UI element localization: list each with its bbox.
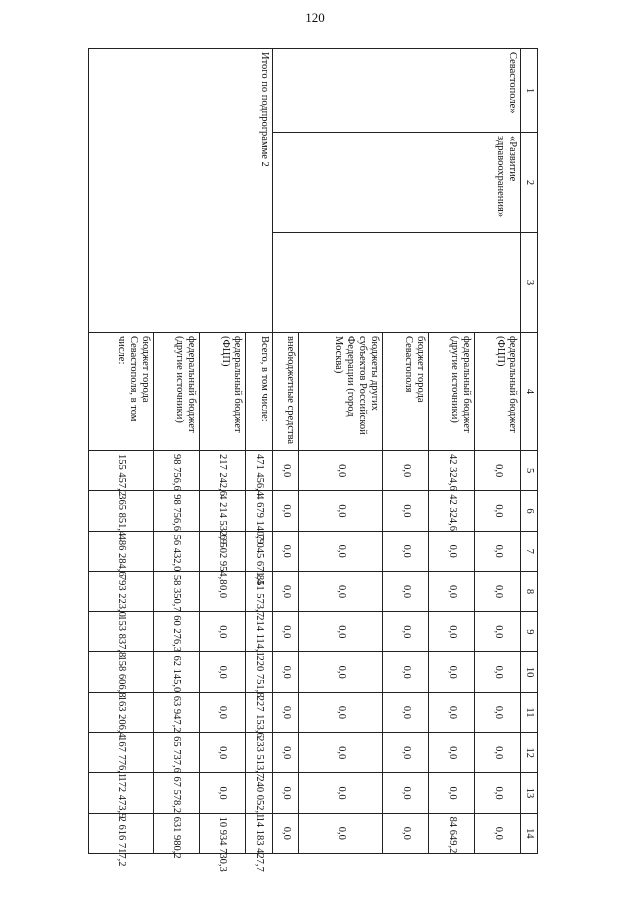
value-cell: 98 756,6 xyxy=(153,451,199,491)
subprogram-name-cell: «Развитие здравоохранения» xyxy=(272,133,520,233)
column-number: 3 xyxy=(520,233,537,333)
value-cell: 0,0 xyxy=(199,733,245,773)
value-cell: 0,0 xyxy=(272,531,299,571)
value-cell: 0,0 xyxy=(429,733,475,773)
value-cell: 63 947,2 xyxy=(153,692,199,732)
value-cell: 227 153,6 xyxy=(245,692,272,732)
value-cell: 0,0 xyxy=(299,692,383,732)
value-cell: 153 837,8 xyxy=(89,612,154,652)
value-cell: 0,0 xyxy=(272,733,299,773)
rotation-wrapper xyxy=(88,48,538,872)
column-number: 13 xyxy=(520,773,537,813)
value-cell: 0,0 xyxy=(475,692,521,732)
column-number: 7 xyxy=(520,531,537,571)
column-number: 14 xyxy=(520,813,537,853)
value-cell: 220 751,8 xyxy=(245,652,272,692)
value-cell: 240 052,1 xyxy=(245,773,272,813)
column-number: 10 xyxy=(520,652,537,692)
column-number: 11 xyxy=(520,692,537,732)
funding-source-cell: Всего, в том числе: xyxy=(245,333,272,451)
value-cell: 167 776,1 xyxy=(89,733,154,773)
value-cell: 56 432,0 xyxy=(153,531,199,571)
value-cell: 14 183 427,7 xyxy=(245,813,272,853)
value-cell: 0,0 xyxy=(383,773,429,813)
value-cell: 217 242,6 xyxy=(199,451,245,491)
value-cell: 0,0 xyxy=(475,612,521,652)
value-cell: 0,0 xyxy=(475,491,521,531)
table-row xyxy=(245,49,272,854)
value-cell: 0,0 xyxy=(299,733,383,773)
program-cell: Севастополе» xyxy=(272,49,520,133)
value-cell: 0,0 xyxy=(475,451,521,491)
funding-source-cell: бюджеты других субъектов Российской Федерации (город Москва) xyxy=(299,333,383,451)
value-cell: 0,0 xyxy=(475,652,521,692)
value-cell: 471 456,4 xyxy=(245,451,272,491)
value-cell: 163 206,4 xyxy=(89,692,154,732)
value-cell: 0,0 xyxy=(199,692,245,732)
funding-source-cell: внебюджетные средства xyxy=(272,333,299,451)
value-cell: 0,0 xyxy=(199,612,245,652)
value-cell: 365 851,4 xyxy=(89,491,154,531)
executor-cell xyxy=(272,233,520,333)
value-cell: 631 980,2 xyxy=(153,813,199,853)
column-number: 8 xyxy=(520,571,537,611)
budget-table xyxy=(88,48,538,872)
value-cell: 0,0 xyxy=(199,773,245,813)
value-cell: 214 114,1 xyxy=(245,612,272,652)
value-cell: 0,0 xyxy=(299,813,383,853)
value-cell: 4 679 140,9 xyxy=(245,491,272,531)
column-number: 12 xyxy=(520,733,537,773)
column-number: 6 xyxy=(520,491,537,531)
value-cell: 2 616 717,2 xyxy=(89,813,154,853)
value-cell: 172 473,9 xyxy=(89,773,154,813)
value-cell: 0,0 xyxy=(199,571,245,611)
rotated-table-sheet xyxy=(88,48,538,872)
value-cell: 58 350,7 xyxy=(153,571,199,611)
value-cell: 0,0 xyxy=(272,571,299,611)
value-cell: 0,0 xyxy=(383,612,429,652)
value-cell: 0,0 xyxy=(475,531,521,571)
value-cell: 6 502 954,8 xyxy=(199,531,245,571)
value-cell: 0,0 xyxy=(475,773,521,813)
value-cell: 793 223,0 xyxy=(89,571,154,611)
column-number: 9 xyxy=(520,612,537,652)
value-cell: 7 045 671,4 xyxy=(245,531,272,571)
value-cell: 0,0 xyxy=(429,531,475,571)
value-cell: 0,0 xyxy=(199,652,245,692)
column-number-row xyxy=(520,49,537,854)
funding-source-cell: федеральный бюджет (другие источники) xyxy=(429,333,475,451)
value-cell: 0,0 xyxy=(299,612,383,652)
funding-source-cell: федеральный бюджет (ФЦП) xyxy=(199,333,245,451)
value-cell: 158 606,8 xyxy=(89,652,154,692)
value-cell: 0,0 xyxy=(383,813,429,853)
value-cell: 42 324,6 xyxy=(429,491,475,531)
value-cell: 0,0 xyxy=(383,531,429,571)
value-cell: 0,0 xyxy=(272,773,299,813)
value-cell: 0,0 xyxy=(383,692,429,732)
value-cell: 0,0 xyxy=(272,652,299,692)
value-cell: 0,0 xyxy=(429,692,475,732)
value-cell: 0,0 xyxy=(475,813,521,853)
value-cell: 233 513,7 xyxy=(245,733,272,773)
value-cell: 0,0 xyxy=(272,491,299,531)
value-cell: 0,0 xyxy=(299,571,383,611)
value-cell: 486 284,6 xyxy=(89,531,154,571)
column-number: 5 xyxy=(520,451,537,491)
value-cell: 98 756,6 xyxy=(153,491,199,531)
funding-source-cell: федеральный бюджет (ФЦП) xyxy=(475,333,521,451)
value-cell: 62 145,0 xyxy=(153,652,199,692)
value-cell: 0,0 xyxy=(299,451,383,491)
value-cell: 0,0 xyxy=(475,733,521,773)
value-cell: 0,0 xyxy=(429,652,475,692)
value-cell: 0,0 xyxy=(383,451,429,491)
value-cell: 0,0 xyxy=(429,612,475,652)
value-cell: 0,0 xyxy=(429,773,475,813)
value-cell: 0,0 xyxy=(272,813,299,853)
value-cell: 42 324,6 xyxy=(429,451,475,491)
value-cell: 0,0 xyxy=(383,733,429,773)
column-number: 4 xyxy=(520,333,537,451)
value-cell: 0,0 xyxy=(383,571,429,611)
value-cell: 10 934 730,3 xyxy=(199,813,245,853)
value-cell: 0,0 xyxy=(272,692,299,732)
subprogram-total-cell: Итого по подпрограмме 2 xyxy=(89,49,273,333)
value-cell: 0,0 xyxy=(299,773,383,813)
page-number: 120 xyxy=(305,10,325,25)
value-cell: 4 214 532,9 xyxy=(199,491,245,531)
value-cell: 155 457,2 xyxy=(89,451,154,491)
value-cell: 0,0 xyxy=(299,531,383,571)
funding-source-cell: федеральный бюджет (другие источники) xyxy=(153,333,199,451)
value-cell: 0,0 xyxy=(429,571,475,611)
value-cell: 0,0 xyxy=(383,652,429,692)
column-number: 1 xyxy=(520,49,537,133)
value-cell: 60 276,3 xyxy=(153,612,199,652)
funding-source-cell: бюджет города Севастополя, в том числе: xyxy=(89,333,154,451)
value-cell: 851 573,7 xyxy=(245,571,272,611)
value-cell: 0,0 xyxy=(272,612,299,652)
value-cell: 0,0 xyxy=(475,571,521,611)
value-cell: 65 737,6 xyxy=(153,733,199,773)
value-cell: 0,0 xyxy=(299,652,383,692)
value-cell: 67 578,2 xyxy=(153,773,199,813)
table-row xyxy=(475,49,521,854)
value-cell: 0,0 xyxy=(383,491,429,531)
column-number: 2 xyxy=(520,133,537,233)
value-cell: 0,0 xyxy=(299,491,383,531)
funding-source-cell: бюджет города Севастополя xyxy=(383,333,429,451)
value-cell: 0,0 xyxy=(272,451,299,491)
value-cell: 84 649,2 xyxy=(429,813,475,853)
